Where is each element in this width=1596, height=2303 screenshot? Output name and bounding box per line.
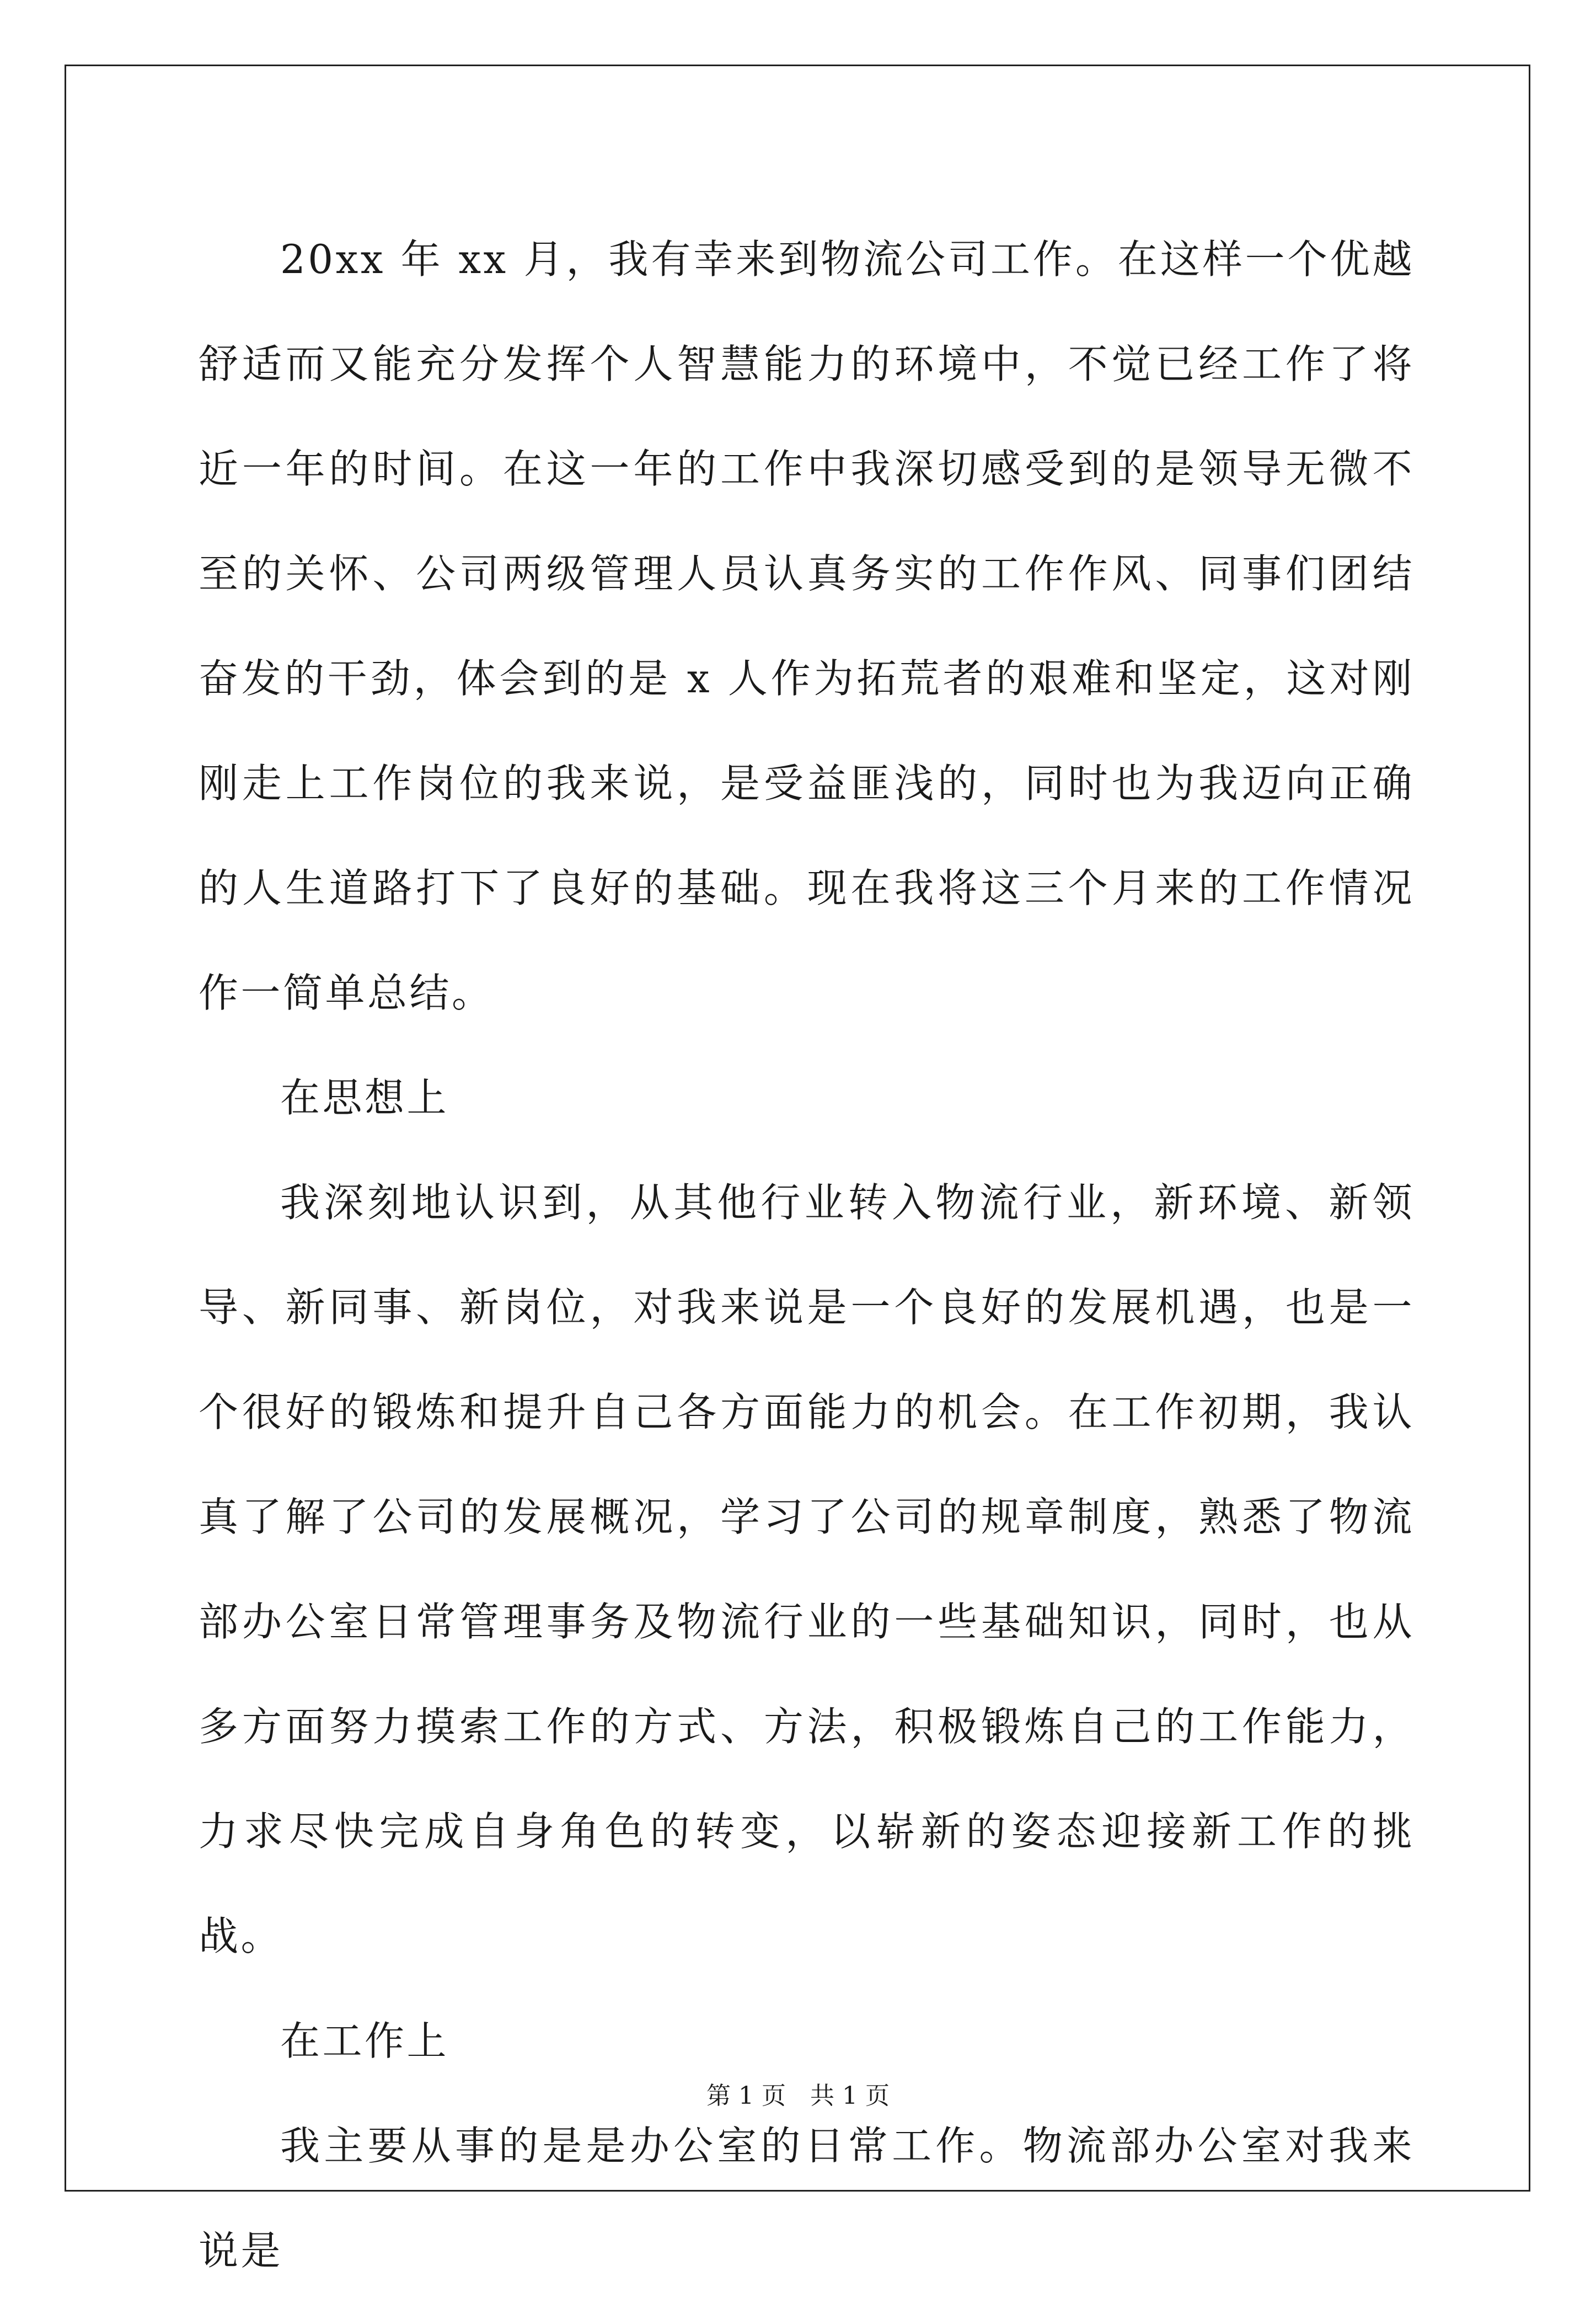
paragraph-thought: 我深刻地认识到，从其他行业转入物流行业，新环境、新领导、新同事、新岗位，对我来说是一个良好的发展机遇，也是一个很好的锻炼和提升自己各方面能力的机会。在工作初期，我认真了解了公司的发展概况，学习了公司的规章制度，熟悉了物流部办公室日常管理事务及物流行业的一些基础知识，同时，也从多方面努力摸索工作的方式、方法，积极锻炼自己的工作能力，力求尽快完成自身角色的转变，以崭新的姿态迎接新工作的挑战。 [199,1179,1415,1959]
page-number-label: 第 1 页 共 1 页 [706,2082,890,2110]
paragraph-intro: 20xx 年 xx 月，我有幸来到物流公司工作。在这样一个优越舒适而又能充分发挥个人智慧能力的环境中，不觉已经工作了将近一年的时间。在这一年的工作中我深切感受到的是领导无微不至的关怀、公司两级管理人员认真务实的工作作风、同事们团结奋发的干劲，体会到的是 x 人作为拓荒者的艰难和坚定，这对刚刚走上工作岗位的我来说，是受益匪浅的，同时也为我迈向正确的人生道路打下了良好的基础。现在我将这三个月来的工作情况作一简单总结。 [199,236,1415,1016]
document-body [199,207,1415,2303]
section-heading-work: 在工作上 [280,2018,449,2064]
section-heading-thought: 在思想上 [280,1075,449,1121]
page-footer [0,2080,1596,2113]
paragraph-work: 我主要从事的是是办公室的日常工作。物流部办公室对我来说是 [199,2123,1415,2274]
